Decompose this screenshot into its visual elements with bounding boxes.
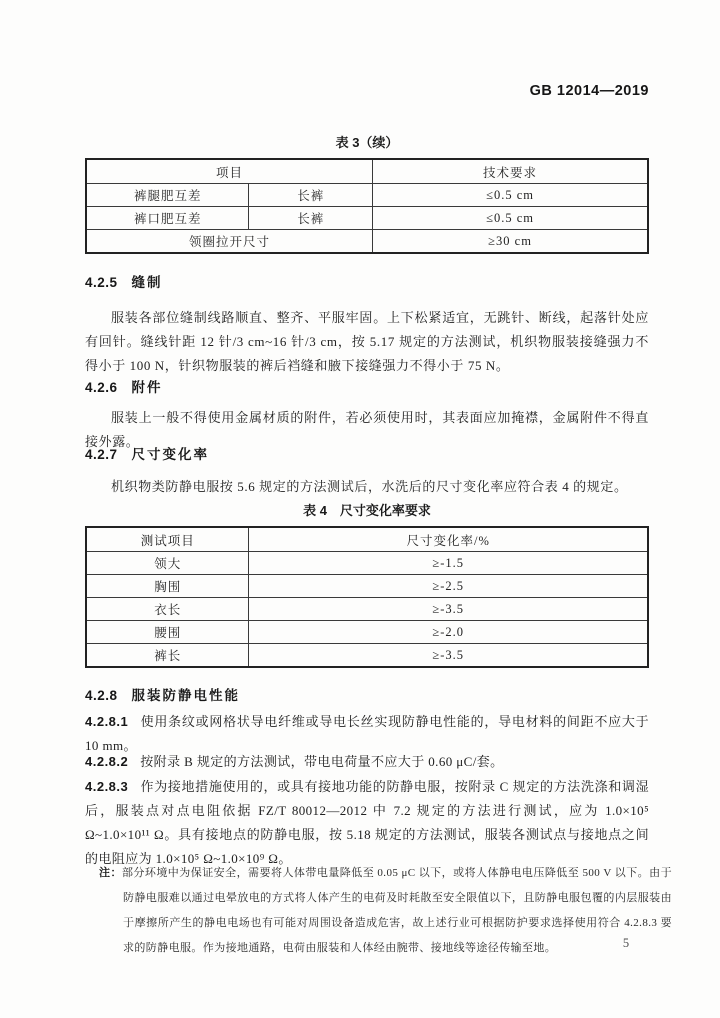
table4-cell-item: 裤长 [86,644,249,668]
table-row [86,621,648,644]
table-row [86,598,648,621]
section-4-2-6-paragraph: 服装上一般不得使用金属材质的附件，若必须使用时，其表面应加掩襟，金属附件不得直接外露。 [85,410,649,449]
table4-caption: 表 4 尺寸变化率要求 [303,503,431,518]
section-4-2-8-heading [85,684,649,704]
section-number: 4.2.7 [85,447,118,462]
table4-header-rate: 尺寸变化率/% [249,527,648,552]
table3-cell-req: ≤0.5 cm [373,207,648,230]
table-row [86,575,648,598]
clause-text: 作为接地措施使用的，或具有接地功能的防静电服，按附录 C 规定的方法洗涤和调湿后，服装点对点电阻依据 FZ/T 80012—2012 中 7.2 规定的方法进行测试，应为 1.0×10⁵ Ω~1.0×10¹¹ Ω。具有接地点的防静电服，按 5.18 规定的方法测试，服装各测试点与接地点之间的电阻应为 1.0×10⁵ Ω~1.0×10⁹ Ω。 [85,779,649,866]
table-row [86,184,648,207]
table4-cell-rate: ≥-2.5 [249,575,648,598]
table3-cell-sub: 长裤 [249,184,373,207]
table3-cell-req: ≤0.5 cm [373,184,648,207]
section-title: 缝制 [131,275,163,290]
table-row [86,230,648,254]
clause-number: 4.2.8.2 [85,754,129,769]
table3-cell-item: 裤口肥互差 [86,207,249,230]
table-row [86,207,648,230]
table4-cell-item: 领大 [86,552,249,575]
table4-cell-rate: ≥-3.5 [249,598,648,621]
table4-cell-rate: ≥-3.5 [249,644,648,668]
table4-header-item: 测试项目 [86,527,249,552]
section-title: 尺寸变化率 [131,447,210,462]
note-block [99,861,672,961]
clause-4-2-8-3 [85,775,649,871]
table3-header-item: 项目 [86,159,373,184]
section-number: 4.2.6 [85,380,118,395]
section-title: 服装防静电性能 [131,688,241,703]
table4-header-row [86,527,648,552]
section-number: 4.2.5 [85,275,118,290]
section-4-2-7-heading [85,443,649,463]
clause-text: 使用条纹或网格状导电纤维或导电长丝实现防静电性能的，导电材料的间距不应大于 10 mm。 [85,714,649,753]
section-4-2-5-heading [85,271,649,291]
page-number: 5 [622,936,630,950]
standard-number: GB 12014—2019 [529,83,649,99]
clause-4-2-8-2 [85,750,649,774]
table4-cell-item: 腰围 [86,621,249,644]
table4 [85,526,649,668]
clause-number: 4.2.8.1 [85,714,129,729]
note-label: 注： [99,867,122,879]
section-4-2-5-paragraph: 服装各部位缝制线路顺直、整齐、平服牢固。上下松紧适宜，无跳针、断线，起落针处应有回针。缝线针距 12 针/3 cm~16 针/3 cm，按 5.17 规定的方法测试，机织物服装接缝强力不得小于 100 N，针织物服装的裤后裆缝和腋下接缝强力不得小于 75 N。 [85,310,649,373]
section-4-2-7-paragraph: 机织物类防静电服按 5.6 规定的方法测试后，水洗后的尺寸变化率应符合表 4 的规定。 [111,479,628,494]
table4-cell-rate: ≥-2.0 [249,621,648,644]
table3-cell-item: 领圈拉开尺寸 [86,230,373,254]
table3-cell-sub: 长裤 [249,207,373,230]
table4-cell-rate: ≥-1.5 [249,552,648,575]
table3-caption: 表 3（续） [335,135,399,150]
table4-cell-item: 胸围 [86,575,249,598]
clause-number: 4.2.8.3 [85,779,129,794]
table3-cell-item: 裤腿肥互差 [86,184,249,207]
table4-cell-item: 衣长 [86,598,249,621]
section-4-2-6-heading [85,376,649,396]
table-row [86,552,648,575]
table3-cell-req: ≥30 cm [373,230,648,254]
table3-header-row [86,159,648,184]
section-title: 附件 [131,380,163,395]
note-text: 部分环境中为保证安全，需要将人体带电量降低至 0.05 μC 以下，或将人体静电电压降低至 500 V 以下。由于防静电服难以通过电晕放电的方式将人体产生的电荷及时耗散至安全限值以下，且防静电服包覆的内层服装由于摩擦所产生的静电电场也有可能对周围设备造成危害，故上述行业可根据防护要求选择使用符合 4.2.8.3 要求的防静电服。作为接地通路，电荷由服装和人体经由腕带、接地线等途径传输至地。 [121,867,672,954]
table-row [86,644,648,668]
table3 [85,158,649,254]
clause-text: 按附录 B 规定的方法测试，带电电荷量不应大于 0.60 μC/套。 [140,754,504,769]
table3-header-req: 技术要求 [373,159,648,184]
section-number: 4.2.8 [85,688,118,703]
